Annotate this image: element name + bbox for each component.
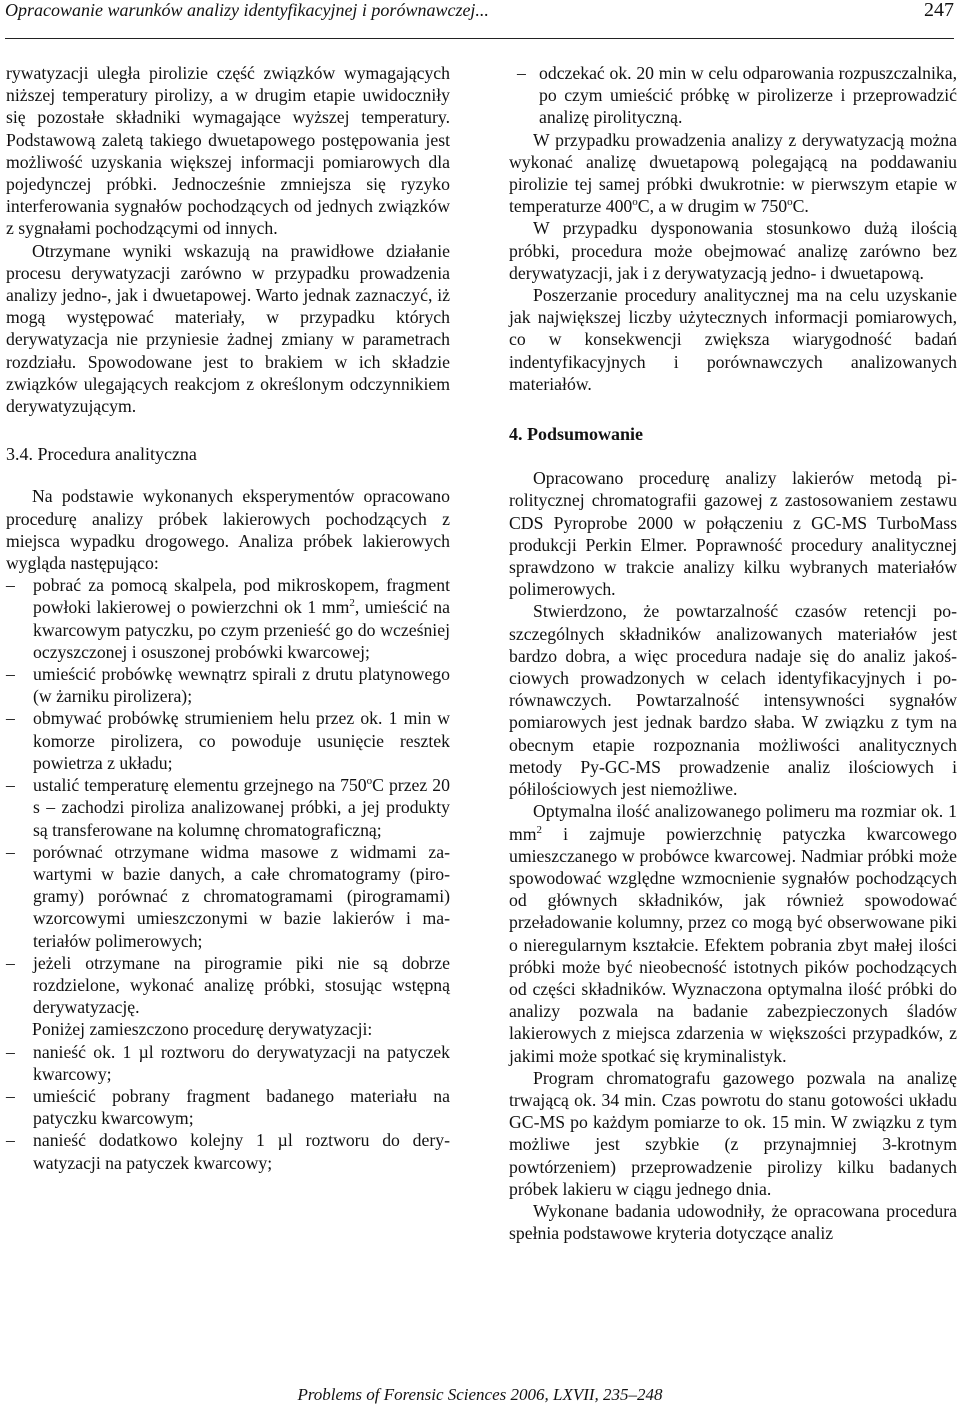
paragraph: Optymalna ilość analizowanego polimeru ma rozmiar ok. 1 $mm^2$ i zajmuje powierzchnię patyczka kwarcowego umieszczanego w probówce kwarcowej. Nadmiar próbki może spowodować względne wzmocnienie sygnałów pochodzących od głównych składników, jak również spowodować przeładowanie kolumny, przez co mogą być obserwowane piki o nieregularnym kształcie. Efektem pobrania zbyt małej ilości próbki może być nieobecność istotnych pików pochodzących od części składników. Wyznaczona optymalna ilość próbki do analizy pozwala na badanie zabezpieczonych śladów lakierowych z miejsca zdarzenia w większości przypadków, z jakimi może spotkać się kryminalistyk. [509,801,957,1066]
page-header [5,0,954,39]
journal-footer: Problems of Forensic Sciences 2006, LXVII, 235–248 [297,1385,663,1404]
list-item: – umieścić probówkę wewnątrz spirali z drutu platynowego (w żarniku pirolizera); [6,663,450,707]
paragraph: Program chromatografu gazowego pozwala na analizę trwającą ok. 34 min. Czas powrotu do stanu gotowości układu GC-MS po każdym pomiarze to ok. 15 min. W związku z tym możliwe jest szybkie (z przynajmniej 3-krotnym powtórzeniem) przeprowadzenie pirolizy kilku badanych próbek lakieru w ciągu jednego dnia. [509,1067,957,1199]
paragraph: Opracowano procedurę analizy lakierów metodą pirolitycznej chromatografii gazowej z zastosowaniem zestawu CDS Pyroprobe 2000 w połączeniu z GC-MS TurboMass produkcji Perkin Elmer. Poprawność procedury analitycznej sprawdzono w trakcie analizy kilku wybranych materiałów polimerowych. [509,468,957,600]
derivatization-list-continued [509,62,957,129]
paragraph: Poniżej zamieszczono procedurę derywatyzacji: [32,1019,373,1040]
right-column [509,62,957,1244]
section-heading: 4. Podsumowanie [509,424,644,445]
paragraph: Wykonane badania udowodniły, że opracowana procedura spełnia podstawowe kryteria dotyczące analiz [509,1200,957,1244]
paragraph: Poszerzanie procedury analitycznej ma na celu uzyskanie jak największej liczby użytecznych informacji pomiarowych, co w konsekwencji zwiększa wiarygodność badań indentyfikacyjnych i porównawczych analizowanych materiałów. [509,285,957,394]
page-number: 247 [924,0,954,21]
paragraph: Na podstawie wykonanych eksperymentów opracowano procedurę analizy próbek lakierowych pochodzących z miejsca wypadku drogowego. Analiza próbek lakierowych wygląda następująco: [6,486,450,574]
paragraph: W przypadku prowadzenia analizy z derywatyzacją można wykonać analizę dwuetapową polegającą na poddawaniu pirolizie tej samej próbki dwukrotnie: w pierwszym etapie w temperaturze 400$^o$C, a w drugim w 750$^o$C. [509,129,957,217]
list-item: – ustalić temperaturę elementu grzejnego na 750$^o$C przez 20 s – zachodzi piroliza analizowanej próbki, a jej produkty są transferowane na kolumnę chromatograficzną; [6,774,450,841]
list-item: – pobrać za pomocą skalpela, pod mikroskopem, fragment powłoki lakierowej o powierzchni ok 1 $mm^2$, umieścić na kwarcowym patyczku, po czym przenieść go do wcześniej oczyszczonej i osuszonej probówki kwarcowej; [6,574,450,663]
paragraph: Otrzymane wyniki wskazują na prawidłowe działanie procesu derywatyzacji zarówno w przypadku prowadzenia analizy jedno-, jak i dwuetapowej. Warto jednak zaznaczyć, iż mogą występować materiały, w przypadku których derywatyzacja nie przyniesie żadnej zmiany w parametrach rozdziału. Spowodowane jest to brakiem w ich składzie związków ulegających reakcjom z określonym odczynnikiem derywatyzującym. [6,240,450,417]
list-item: – odczekać ok. 20 min w celu odparowania rozpuszczalnika, po czym umieścić próbkę w pirolizerze i przeprowadzić analizę pirolityczną. [509,62,957,129]
list-item: – nanieść ok. 1 µl roztworu do derywatyzacji na patyczek kwarcowy; [6,1041,450,1085]
paragraph: rywatyzacji uległa pirolizie część związków wymagających niższej temperatury pirolizy, a w drugim etapie uwidoczniły się pozostałe składniki wymagające wyższej temperatury. Podstawową zaletą takiego dwuetapowego postępowania jest możliwość uzyskania większej informacji pomiarowych dla pojedynczej próbki. Jednocześnie zmniejsza się ryzyko interferowania sygnałów pochodzących od jednych związków z sygnałami pochodzącymi od innych. [6,63,450,239]
paragraph: Stwierdzono, że powtarzalność czasów retencji poszczególnych składników analizowanych materiałów jest bardzo dobra, a więc procedura nadaje się do analiz jakościowych prowadzonych w celach identyfikacyjnych i porównawczych. Powtarzalność intensywności sygnałów pomiarowych jest jednak bardzo słaba. W związku z tym na obecnym etapie rozpoznania możliwości analitycznych metody Py-GC-MS prowadzenie analiz ilościowych i półilościowych jest niemożliwe. [509,601,957,800]
paragraph: W przypadku dysponowania stosunkowo dużą ilością próbki, procedura może obejmować analizę zarówno bez derywatyzacji, jak i z derywatyzacją jedno- i dwuetapową. [509,218,957,283]
running-head: Opracowanie warunków analizy identyfikacyjnej i porównawczej... [5,0,489,20]
list-item: – porównać otrzymane widma masowe z widmami zawartymi w bazie danych, a całe chromatogramy (pirogramy) porównać z chromatogramami (pirogramami) wzorcowymi umieszczonymi w bazie lakierów i materiałów polimerowych; [6,841,450,952]
derivatization-list [6,1041,450,1174]
list-item: – obmywać probówkę strumieniem helu przez ok. 1 min w komorze pirolizera, co powoduje usunięcie resztek powietrza z układu; [6,707,450,774]
section-heading: 3.4. Procedura analityczna [6,444,197,465]
left-column [6,62,450,1174]
list-item: – umieścić pobrany fragment badanego materiału na patyczku kwarcowym; [6,1085,450,1129]
procedure-list [6,574,450,1018]
list-item: – jeżeli otrzymane na pirogramie piki nie są dobrze rozdzielone, wykonać analizę próbki, stosując wstępną derywatyzację. [6,952,450,1019]
list-item: – nanieść dodatkowo kolejny 1 µl roztworu do derywatyzacji na patyczek kwarcowy; [6,1129,450,1173]
